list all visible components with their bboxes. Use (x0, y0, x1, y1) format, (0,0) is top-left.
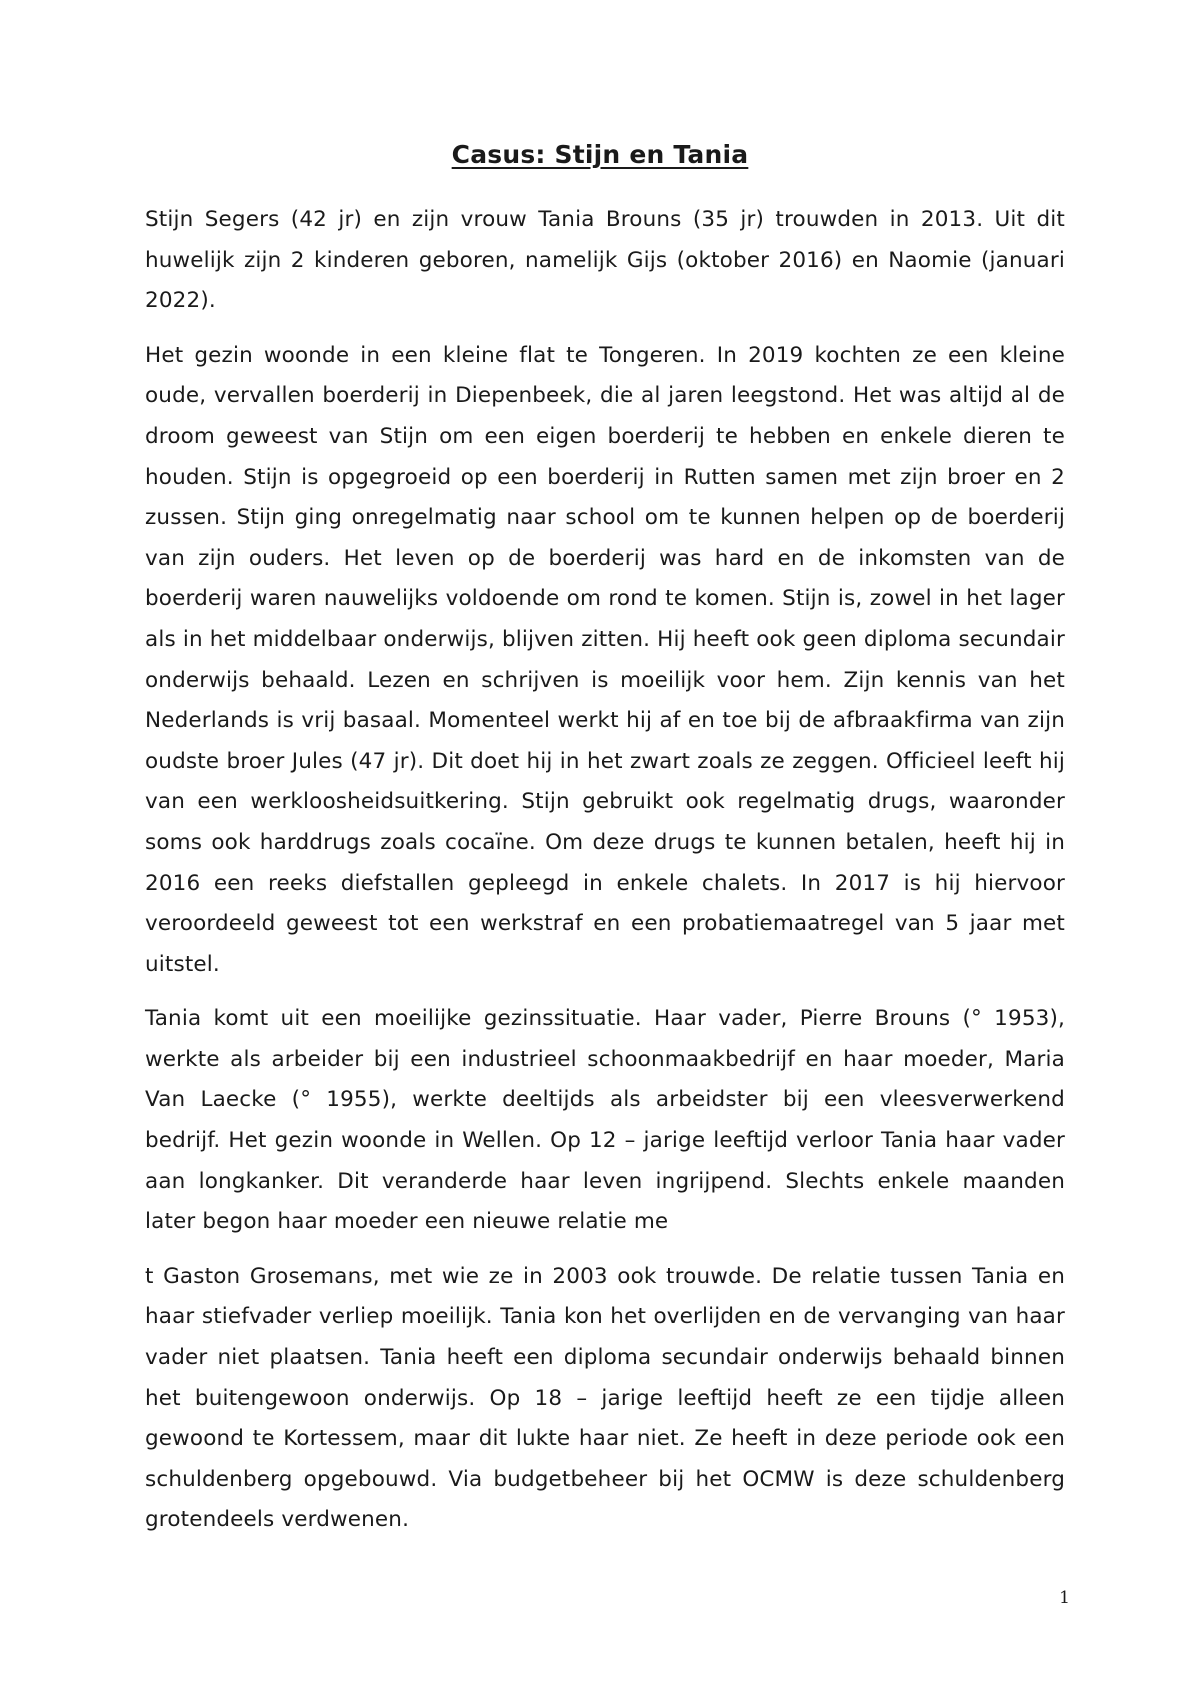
document-body (145, 200, 1065, 1555)
page-number: 1 (1059, 1588, 1070, 1608)
paragraph-tania-stepfather: t Gaston Grosemans, met wie ze in 2003 ook trouwde. De relatie tussen Tania en haar stiefvader verliep moeilijk. Tania kon het overlijden en de vervanging van haar vader niet plaatsen. Tania heeft een diploma secundair onderwijs behaald binnen het buitengewoon onderwijs. Op 18 – jarige leeftijd heeft ze een tijdje alleen gewoond te Kortessem, maar dit lukte haar niet. Ze heeft in deze periode ook een schuldenberg opgebouwd. Via budgetbeheer bij het OCMW is deze schuldenberg grotendeels verdwenen. (145, 1263, 1065, 1533)
document-title: Casus: Stijn en Tania (451, 140, 749, 169)
paragraph-stijn: Het gezin woonde in een kleine flat te Tongeren. In 2019 kochten ze een kleine oude, vervallen boerderij in Diepenbeek, die al jaren leegstond. Het was altijd al de droom geweest van Stijn om een eigen boerderij te hebben en enkele dieren te houden. Stijn is opgegroeid op een boerderij in Rutten samen met zijn broer en 2 zussen. Stijn ging onregelmatig naar school om te kunnen helpen op de boerderij van zijn ouders. Het leven op de boerderij was hard en de inkomsten van de boerderij waren nauwelijks voldoende om rond te komen. Stijn is, zowel in het lager als in het middelbaar onderwijs, blijven zitten. Hij heeft ook geen diploma secundair onderwijs behaald. Lezen en schrijven is moeilijk voor hem. Zijn kennis van het Nederlands is vrij basaal. Momenteel werkt hij af en toe bij de afbraakfirma van zijn oudste broer Jules (47 jr). Dit doet hij in het zwart zoals ze zeggen. Officieel leeft hij van een werkloosheidsuitkering. Stijn gebruikt ook regelmatig drugs, waaronder soms ook harddrugs zoals cocaïne. Om deze drugs te kunnen betalen, heeft hij in 2016 een reeks diefstallen gepleegd in enkele chalets. In 2017 is hij hiervoor veroordeeld geweest tot een werkstraf en een probatiemaatregel van 5 jaar met uitstel. (145, 342, 1065, 977)
paragraph-tania-family: Tania komt uit een moeilijke gezinssituatie. Haar vader, Pierre Brouns (° 1953), werkte als arbeider bij een industrieel schoonmaakbedrijf en haar moeder, Maria Van Laecke (° 1955), werkte deeltijds als arbeidster bij een vleesverwerkend bedrijf. Het gezin woonde in Wellen. Op 12 – jarige leeftijd verloor Tania haar vader aan longkanker. Dit veranderde haar leven ingrijpend. Slechts enkele maanden later begon haar moeder een nieuwe relatie me (145, 1006, 1065, 1235)
paragraph-intro: Stijn Segers (42 jr) en zijn vrouw Tania Brouns (35 jr) trouwden in 2013. Uit dit huwelijk zijn 2 kinderen geboren, namelijk Gijs (oktober 2016) en Naomie (januari 2022). (145, 207, 1065, 314)
